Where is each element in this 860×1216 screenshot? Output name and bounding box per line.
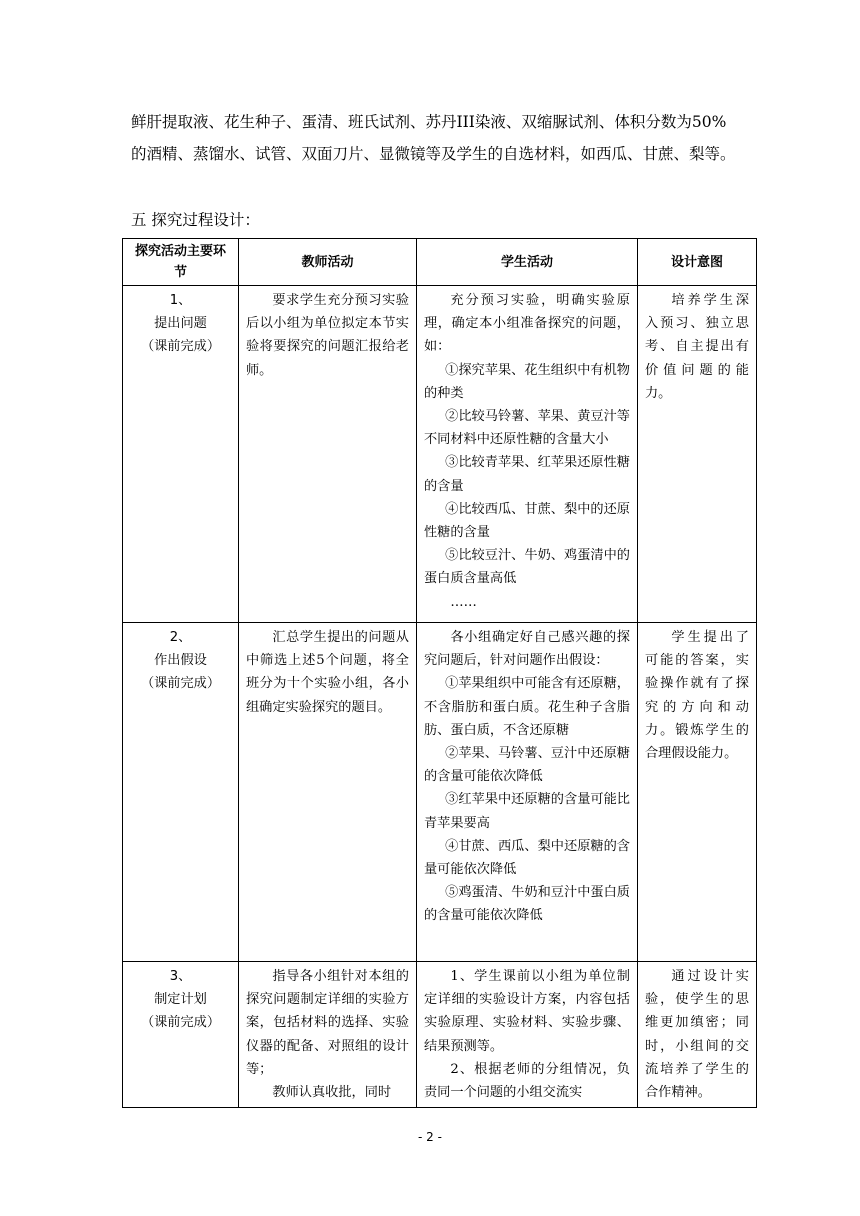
design-intent-text: 培养学生深入预习、独立思考、自主提出有价值问题的能力。 [645, 293, 749, 401]
student-activity-item: ⑤比较豆汁、牛奶、鸡蛋清中的蛋白质含量高低 [424, 548, 630, 587]
stage-cell [123, 623, 239, 962]
teacher-activity-cell [239, 623, 417, 962]
stage-note: （课前完成） [140, 339, 221, 355]
teacher-activity-cell [239, 962, 417, 1108]
table-header-row [123, 239, 757, 286]
stage-number: 3、 [169, 969, 192, 984]
table-row [123, 623, 757, 962]
student-activity-item: ③红苹果中还原糖的含量可能比青苹果要高 [424, 792, 630, 831]
table-row [123, 962, 757, 1108]
teacher-activity-text: 教师认真收批，同时 [272, 1085, 392, 1101]
student-activity-text: 1、学生课前以小组为单位制定详细的实验设计方案，内容包括实验原理、实验材料、实验步骤、结果预测等。 [424, 969, 630, 1054]
student-activity-item: ⑤鸡蛋清、牛奶和豆汁中蛋白质的含量可能依次降低 [424, 885, 630, 924]
student-activity-cell [417, 286, 638, 623]
design-intent-cell [638, 962, 757, 1108]
page-number: - 2 - [418, 1130, 442, 1144]
header-teacher: 教师活动 [239, 239, 417, 286]
stage-cell [123, 286, 239, 623]
intro-paragraph: 鲜肝提取液、花生种子、蛋清、班氏试剂、苏丹III染液、双缩脲试剂、体积分数为50%的酒精、蒸馏水、试管、双面刀片、显微镜等及学生的自选材料，如西瓜、甘蔗、梨等。 [131, 113, 736, 163]
student-activity-item: ④比较西瓜、甘蔗、梨中的还原性糖的含量 [424, 501, 630, 541]
header-student: 学生活动 [417, 239, 638, 286]
ellipsis: …… [450, 594, 477, 610]
design-intent-text: 通过设计实验，使学生的思维更加缜密；同时，小组间的交流培养了学生的合作精神。 [645, 969, 749, 1101]
design-intent-cell [638, 286, 757, 623]
student-activity-cell [417, 962, 638, 1108]
student-activity-item: ①探究苹果、花生组织中有机物的种类 [424, 362, 630, 401]
student-activity-item: ④甘蔗、西瓜、梨中还原糖的含量可能依次降低 [424, 838, 630, 878]
student-activity-item: ②比较马铃薯、苹果、黄豆汁等不同材料中还原性糖的含量大小 [424, 409, 630, 448]
student-activity-item: ①苹果组织中可能含有还原糖，不含脂肪和蛋白质。花生种子含脂肪、蛋白质，不含还原糖 [424, 676, 630, 738]
stage-title: 提出问题 [154, 316, 207, 332]
design-intent-cell [638, 623, 757, 962]
student-activity-item: ③比较青苹果、红苹果还原性糖的含量 [424, 455, 630, 494]
student-activity-text: 2、根据老师的分组情况，负责同一个问题的小组交流实 [424, 1061, 630, 1101]
header-stage: 探究活动主要环节 [123, 239, 239, 286]
stage-number: 1、 [169, 293, 192, 308]
stage-note: （课前完成） [140, 676, 221, 692]
student-activity-intro: 充分预习实验，明确实验原理，确定本小组准备探究的问题，如： [424, 293, 630, 355]
section-heading: 五 探究过程设计： [131, 211, 260, 229]
stage-title: 制定计划 [154, 992, 207, 1008]
header-intent: 设计意图 [638, 239, 757, 286]
design-intent-text: 学生提出了可能的答案，实验操作就有了探究的方向和动力。锻炼学生的合理假设能力。 [645, 630, 749, 762]
inquiry-process-table [122, 238, 757, 1108]
student-activity-item: ②苹果、马铃薯、豆汁中还原糖的含量可能依次降低 [424, 746, 630, 785]
teacher-activity-cell [239, 286, 417, 623]
student-activity-intro: 各小组确定好自己感兴趣的探究问题后，针对问题作出假设： [424, 630, 630, 669]
teacher-activity-text: 汇总学生提出的问题从中筛选上述5个问题，将全班分为十个实验小组，各小组确定实验探究的题目。 [246, 630, 409, 715]
stage-number: 2、 [169, 630, 192, 645]
stage-title: 作出假设 [154, 653, 207, 669]
teacher-activity-text: 指导各小组针对本组的探究问题制定详细的实验方案，包括材料的选择、实验仪器的配备、对照组的设计等； [246, 969, 409, 1077]
teacher-activity-text: 要求学生充分预习实验后以小组为单位拟定本节实验将要探究的问题汇报给老师。 [246, 293, 409, 378]
stage-note: （课前完成） [140, 1015, 221, 1031]
table-row [123, 286, 757, 623]
student-activity-cell [417, 623, 638, 962]
stage-cell [123, 962, 239, 1108]
